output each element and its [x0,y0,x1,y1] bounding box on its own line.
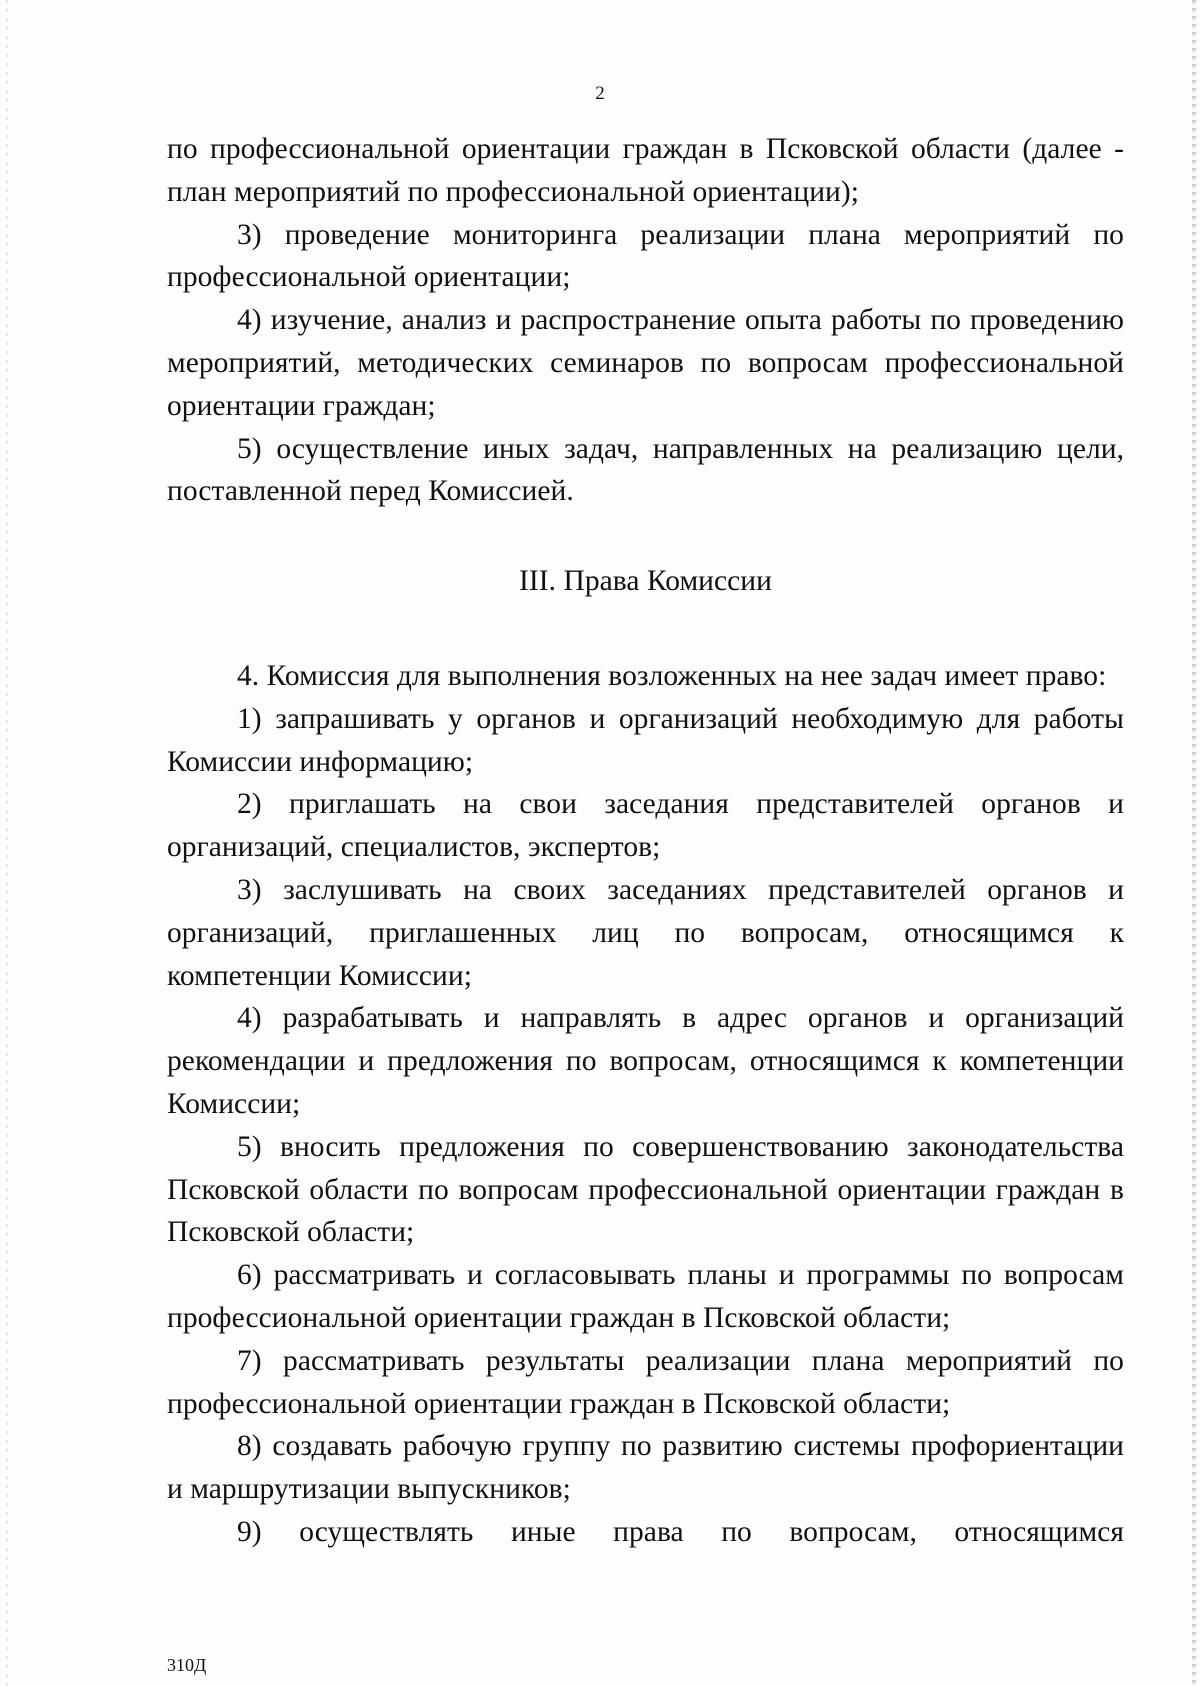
right-item-1: 1) запрашивать у органов и организаций необходимую для работы Комиссии информацию; [167,702,1124,778]
footer-document-code: 310Д [167,1655,207,1675]
right-item-5: 5) вносить предложения по совершенствованию законодательства Псковской области по вопросам профессиональной ориентации граждан в Псковской области; [167,1130,1124,1249]
scan-edge-left [6,0,8,1686]
right-item-2: 2) приглашать на свои заседания представителей органов и организаций, специалистов, экспертов; [167,788,1124,864]
right-item-7: 7) рассматривать результаты реализации плана мероприятий по профессиональной ориентации граждан в Псковской области; [167,1344,1124,1420]
task-item-3: 3) проведение мониторинга реализации плана мероприятий по профессиональной ориентации; [167,218,1124,294]
task-item-5: 5) осуществление иных задач, направленных на реализацию цели, поставленной перед Комиссией. [167,432,1124,508]
right-item-8: 8) создавать рабочую группу по развитию системы профориентации и маршрутизации выпускников; [167,1430,1124,1506]
continuation-paragraph: по профессиональной ориентации граждан в Псковской области (далее - план мероприятий по профессиональной ориентации); [167,133,1124,208]
right-item-9: 9) осуществлять иные права по вопросам, относящимся [237,1515,1124,1548]
right-item-3: 3) заслушивать на своих заседаниях представителей органов и организаций, приглашенных лиц по вопросам, относящимся к компетенции Комиссии; [167,873,1124,992]
task-item-4: 4) изучение, анализ и распространение опыта работы по проведению мероприятий, методических семинаров по вопросам профессиональной ориентации граждан; [167,304,1124,422]
page-number: 2 [595,83,605,104]
right-item-4: 4) разрабатывать и направлять в адрес органов и организаций рекомендации и предложения по вопросам, относящимся к компетенции Комиссии; [167,1002,1124,1120]
rights-lead-paragraph: 4. Комиссия для выполнения возложенных на нее задач имеет право: [237,659,1107,692]
document-body [167,128,1124,1554]
section-heading: III. Права Комиссии [519,565,772,598]
right-item-6: 6) рассматривать и согласовывать планы и программы по вопросам профессиональной ориентации граждан в Псковской области; [167,1259,1124,1334]
scan-edge-right [1192,0,1196,1686]
